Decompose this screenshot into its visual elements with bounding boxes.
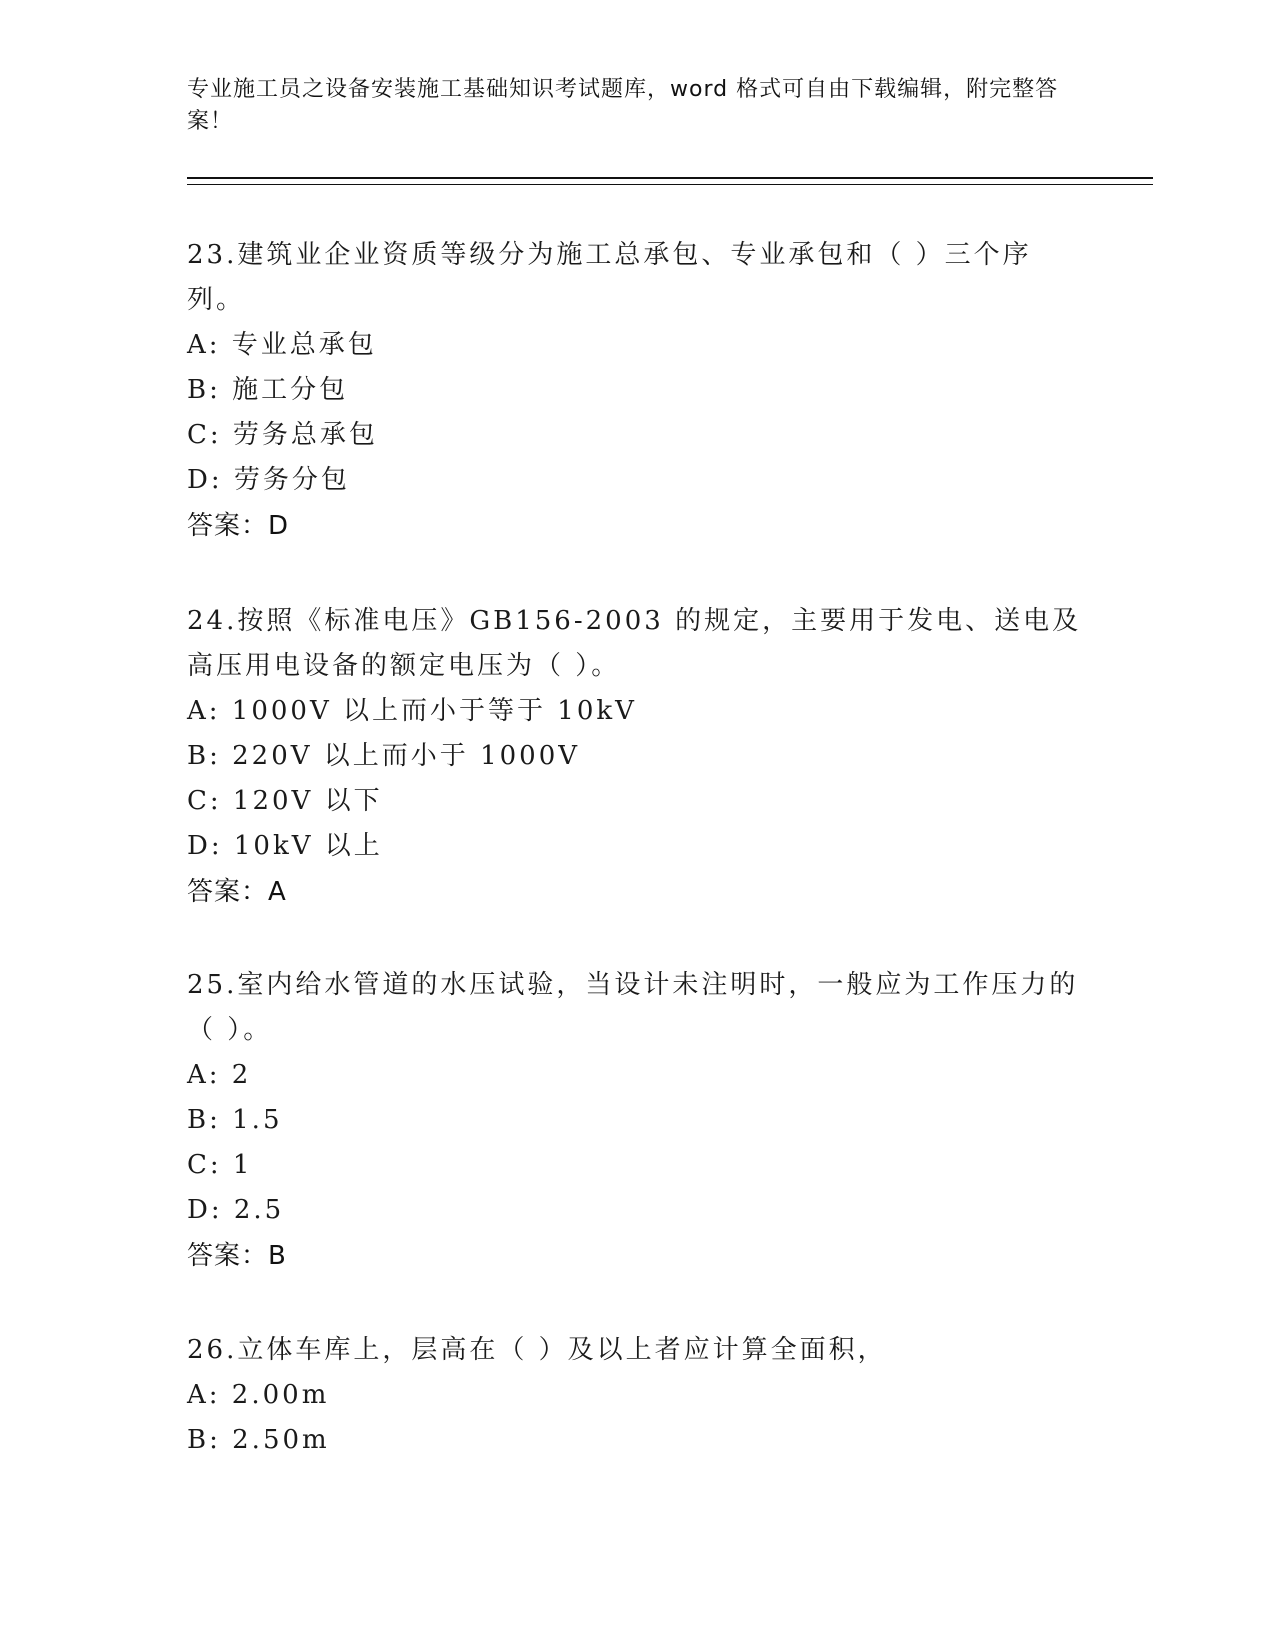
option-b: B: 施工分包	[187, 375, 349, 405]
header-divider-thin	[187, 184, 1153, 185]
question-24	[187, 599, 1087, 915]
question-stem: 25.室内给水管道的水压试验，当设计未注明时，一般应为工作压力的（ ）。	[187, 970, 1079, 1045]
answer: 答案：D	[187, 511, 290, 541]
option-d: D: 10kV 以上	[187, 831, 383, 861]
option-a: A: 2.00m	[187, 1380, 330, 1410]
answer: 答案：A	[187, 877, 287, 907]
answer: 答案：B	[187, 1241, 287, 1271]
option-d: D: 劳务分包	[187, 465, 350, 495]
option-a: A: 1000V 以上而小于等于 10kV	[187, 696, 637, 726]
option-c: C: 120V 以下	[187, 786, 383, 816]
header-divider-thick	[187, 177, 1153, 179]
option-b: B: 1.5	[187, 1105, 283, 1135]
question-26	[187, 1328, 1087, 1463]
option-b: B: 220V 以上而小于 1000V	[187, 741, 581, 771]
option-c: C: 劳务总承包	[187, 420, 378, 450]
question-25	[187, 963, 1087, 1279]
option-d: D: 2.5	[187, 1195, 285, 1225]
option-b: B: 2.50m	[187, 1425, 330, 1455]
question-stem: 23.建筑业企业资质等级分为施工总承包、专业承包和（ ）三个序列。	[187, 240, 1032, 315]
question-stem: 26.立体车库上，层高在（ ）及以上者应计算全面积，	[187, 1335, 887, 1365]
document-header: 专业施工员之设备安装施工基础知识考试题库，word 格式可自由下载编辑，附完整答案！	[187, 77, 1059, 134]
option-c: C: 1	[187, 1150, 253, 1180]
question-23	[187, 233, 1087, 549]
option-a: A: 专业总承包	[187, 330, 377, 360]
option-a: A: 2	[187, 1060, 252, 1090]
question-stem: 24.按照《标准电压》GB156-2003 的规定，主要用于发电、送电及高压用电设备的额定电压为（ ）。	[187, 606, 1082, 681]
